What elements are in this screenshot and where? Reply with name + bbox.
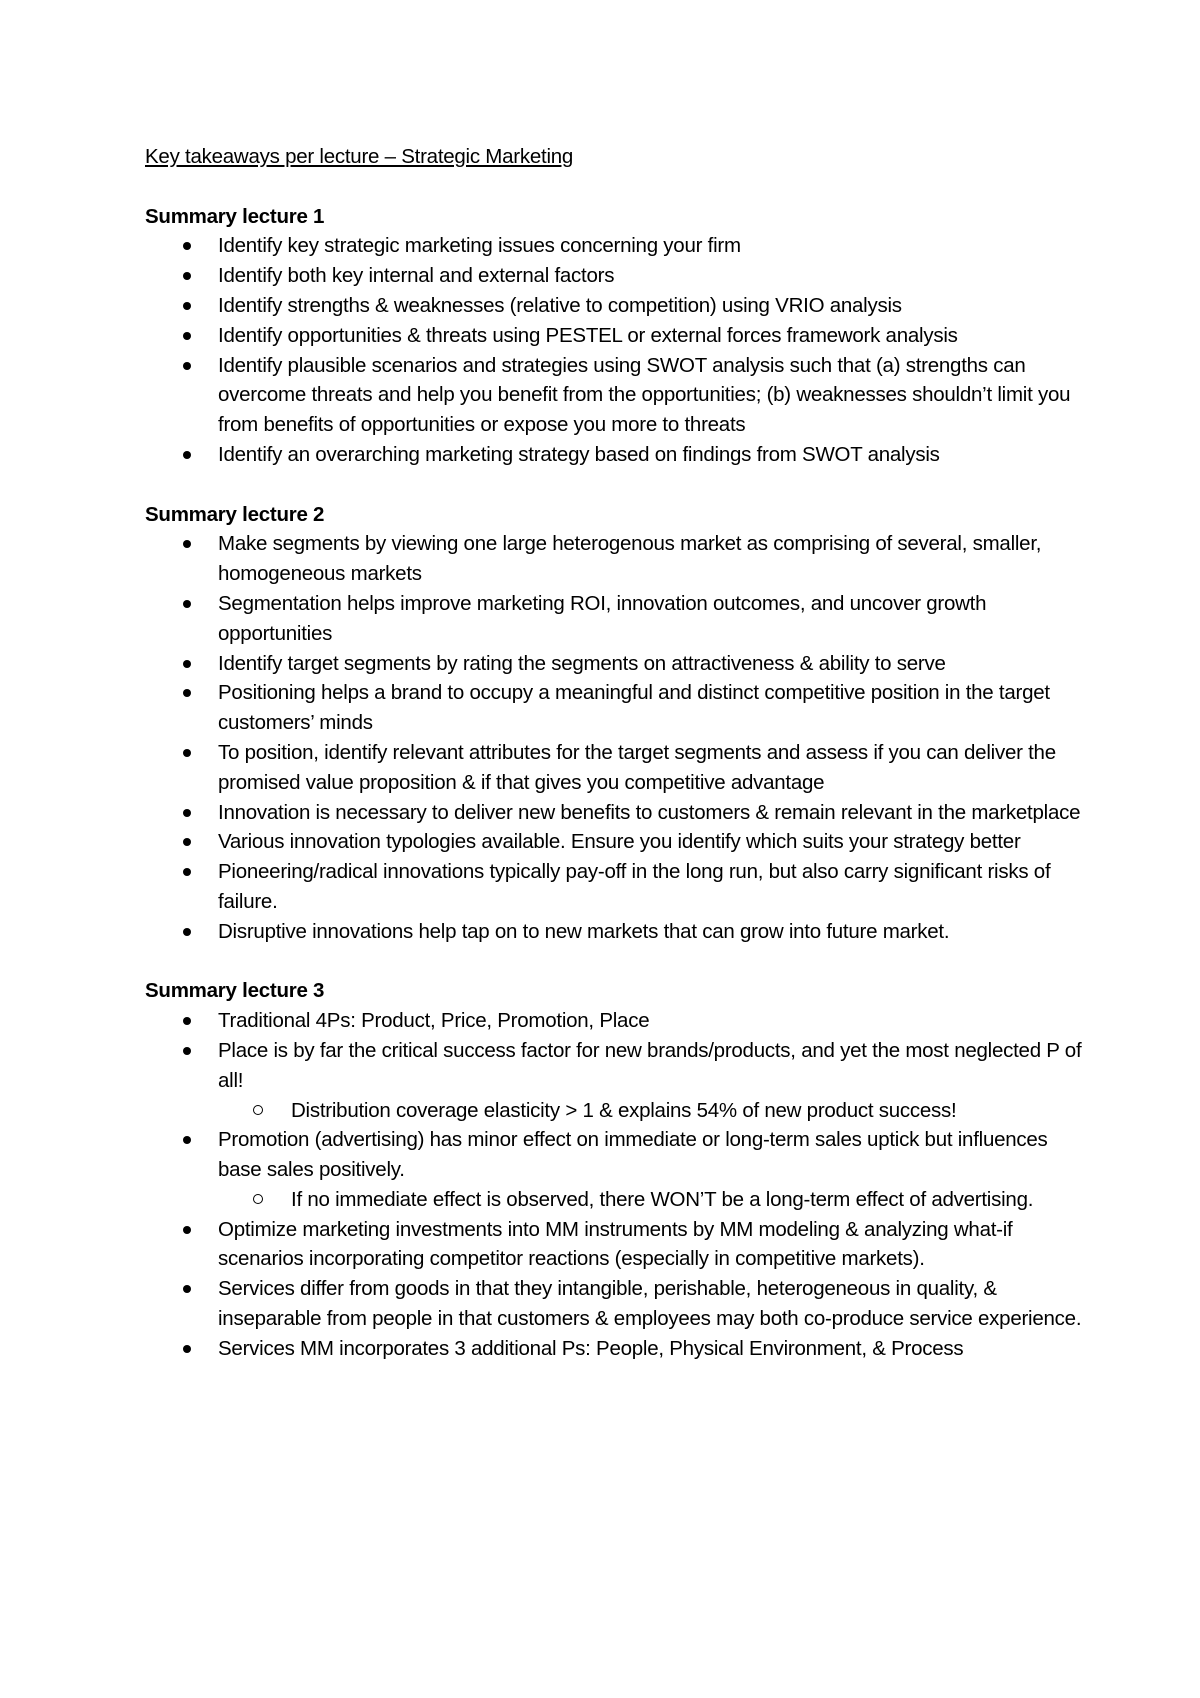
bullet-item <box>145 440 1085 470</box>
sub-bullet-item <box>218 1185 1085 1215</box>
sections-container <box>145 202 1085 1364</box>
bullet-text: Promotion (advertising) has minor effect on immediate or long-term sales uptick but influences base sales positively. <box>218 1128 1048 1182</box>
bullet-item <box>145 738 1085 798</box>
sub-bullet-list <box>218 1096 1085 1126</box>
bullet-item <box>145 529 1085 589</box>
summary-section-1 <box>145 202 1085 470</box>
bullet-item <box>145 1274 1085 1334</box>
bullet-item <box>145 1036 1085 1096</box>
bullet-icon <box>183 540 191 548</box>
bullet-text: Optimize marketing investments into MM instruments by MM modeling & analyzing what-if scenarios incorporating competitor reactions (especially in competitive markets). <box>218 1217 1013 1271</box>
bullet-icon <box>183 689 191 697</box>
bullet-icon <box>183 809 191 817</box>
bullet-text: Innovation is necessary to deliver new benefits to customers & remain relevant in the marketplace <box>218 800 1081 824</box>
bullet-item <box>145 1125 1085 1185</box>
bullet-item <box>145 231 1085 261</box>
bullet-item <box>145 1334 1085 1364</box>
hollow-bullet-icon <box>253 1105 263 1115</box>
bullet-text: Various innovation typologies available. Ensure you identify which suits your strategy better <box>218 830 1021 854</box>
bullet-text: Identify strengths & weaknesses (relative to competition) using VRIO analysis <box>218 293 902 317</box>
bullet-text: Disruptive innovations help tap on to new markets that can grow into future market. <box>218 919 950 943</box>
summary-section-2 <box>145 500 1085 947</box>
bullet-text: Place is by far the critical success factor for new brands/products, and yet the most neglected P of all! <box>218 1038 1082 1092</box>
bullet-item <box>145 798 1085 828</box>
bullet-text: Traditional 4Ps: Product, Price, Promotion, Place <box>218 1009 650 1033</box>
bullet-item <box>145 1006 1085 1036</box>
sub-bullet-list <box>218 1185 1085 1215</box>
bullet-icon <box>183 451 191 459</box>
bullet-text: Pioneering/radical innovations typically pay-off in the long run, but also carry significant risks of failure. <box>218 860 1051 913</box>
bullet-list <box>145 529 1085 946</box>
bullet-item <box>145 321 1085 351</box>
bullet-item <box>145 827 1085 857</box>
bullet-item <box>145 917 1085 947</box>
bullet-item <box>145 291 1085 321</box>
bullet-text: Identify target segments by rating the segments on attractiveness & ability to serve <box>218 651 946 675</box>
document-page <box>145 142 1085 1393</box>
section-heading: Summary lecture 2 <box>145 502 325 526</box>
sub-bullet-item <box>218 1096 1085 1126</box>
document-title: Key takeaways per lecture – Strategic Marketing <box>145 145 574 168</box>
bullet-icon <box>183 1345 191 1353</box>
bullet-item <box>145 589 1085 649</box>
section-heading: Summary lecture 3 <box>145 979 325 1003</box>
bullet-icon <box>183 1136 191 1144</box>
bullet-icon <box>183 1047 191 1055</box>
bullet-item <box>145 678 1085 738</box>
section-heading: Summary lecture 1 <box>145 204 325 228</box>
bullet-icon <box>183 660 191 668</box>
bullet-text: Make segments by viewing one large heterogenous market as comprising of several, smaller, homogeneous markets <box>218 532 1042 586</box>
hollow-bullet-icon <box>253 1194 263 1204</box>
bullet-item <box>145 857 1085 917</box>
bullet-text: Identify an overarching marketing strategy based on findings from SWOT analysis <box>218 442 940 466</box>
bullet-icon <box>183 272 191 280</box>
bullet-icon <box>183 1226 191 1234</box>
bullet-text: Segmentation helps improve marketing ROI, innovation outcomes, and uncover growth opportunities <box>218 591 987 645</box>
bullet-icon <box>183 868 191 876</box>
sub-list-container <box>145 1185 1085 1215</box>
bullet-icon <box>183 332 191 340</box>
bullet-list <box>145 231 1085 469</box>
bullet-text: Identify plausible scenarios and strategies using SWOT analysis such that (a) strengths can overcome threats and help you benefit from the opportunities; (b) weaknesses shouldn’t limit you from benefits of opportunities or expose you more to threats <box>218 353 1071 437</box>
sub-bullet-text: If no immediate effect is observed, there WON’T be a long-term effect of advertising. <box>291 1187 1034 1211</box>
bullet-icon <box>183 749 191 757</box>
bullet-text: Services differ from goods in that they intangible, perishable, heterogeneous in quality, & inseparable from people in that customers & employees may both co-produce service experience. <box>218 1277 1082 1331</box>
bullet-text: Identify both key internal and external factors <box>218 264 615 288</box>
bullet-text: Services MM incorporates 3 additional Ps: People, Physical Environment, & Process <box>218 1336 964 1360</box>
bullet-item <box>145 1215 1085 1275</box>
bullet-icon <box>183 302 191 310</box>
bullet-icon <box>183 600 191 608</box>
bullet-icon <box>183 242 191 250</box>
bullet-icon <box>183 362 191 370</box>
bullet-icon <box>183 838 191 846</box>
bullet-text: Identify opportunities & threats using PESTEL or external forces framework analysis <box>218 323 958 347</box>
bullet-item <box>145 351 1085 440</box>
bullet-item <box>145 261 1085 291</box>
bullet-icon <box>183 1285 191 1293</box>
bullet-icon <box>183 928 191 936</box>
sub-list-container <box>145 1096 1085 1126</box>
bullet-text: To position, identify relevant attributes for the target segments and assess if you can deliver the promised value proposition & if that gives you competitive advantage <box>218 740 1056 794</box>
bullet-item <box>145 649 1085 679</box>
bullet-text: Identify key strategic marketing issues concerning your firm <box>218 234 741 258</box>
bullet-text: Positioning helps a brand to occupy a meaningful and distinct competitive position in the target customers’ minds <box>218 681 1050 735</box>
bullet-list <box>145 1006 1085 1364</box>
summary-section-3 <box>145 976 1085 1363</box>
bullet-icon <box>183 1017 191 1025</box>
sub-bullet-text: Distribution coverage elasticity > 1 & explains 54% of new product success! <box>291 1098 957 1122</box>
